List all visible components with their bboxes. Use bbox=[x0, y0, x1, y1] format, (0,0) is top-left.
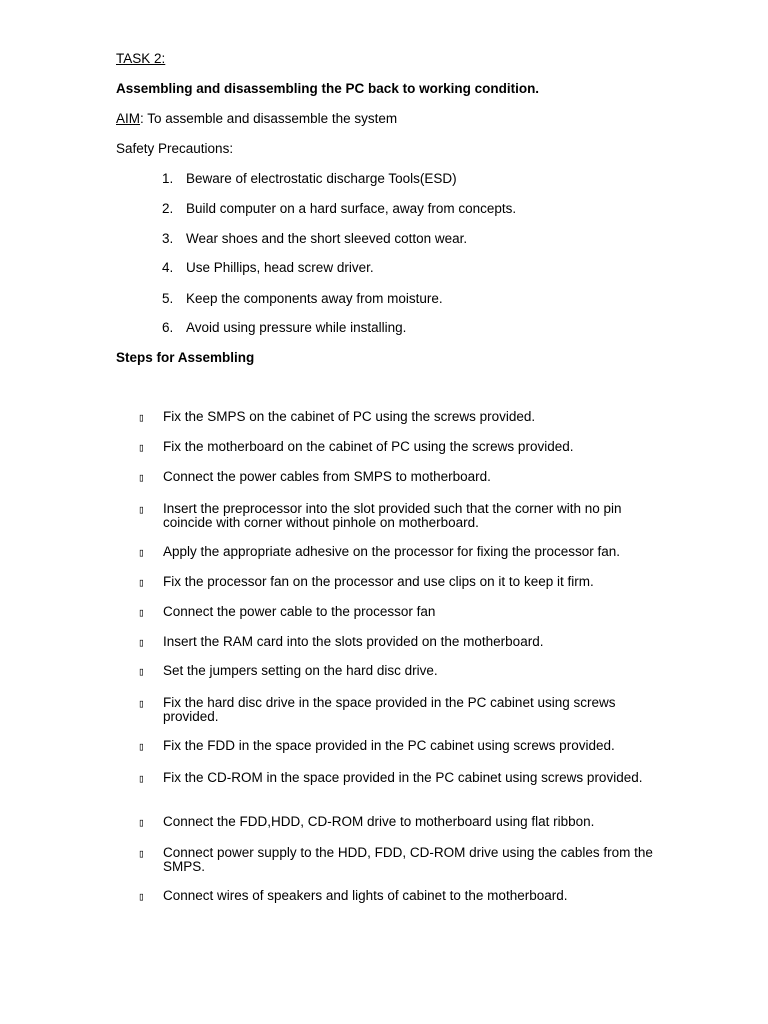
bullet-icon: ▯ bbox=[138, 847, 145, 860]
bullet-icon: ▯ bbox=[138, 503, 145, 516]
aim-label: AIM bbox=[116, 111, 141, 126]
bullet-icon: ▯ bbox=[138, 576, 145, 589]
precaution-text: Use Phillips, head screw driver. bbox=[186, 260, 374, 275]
step-item bbox=[138, 635, 668, 649]
step-text: Connect wires of speakers and lights of cabinet to the motherboard. bbox=[163, 888, 568, 903]
task-label: TASK 2: bbox=[116, 51, 166, 66]
bullet-icon: ▯ bbox=[138, 740, 145, 753]
step-text: Connect the power cable to the processor fan bbox=[163, 604, 436, 619]
step-item bbox=[138, 545, 668, 559]
precaution-item bbox=[162, 201, 516, 216]
safety-heading: Safety Precautions: bbox=[116, 141, 234, 156]
bullet-icon: ▯ bbox=[138, 636, 145, 649]
step-item bbox=[138, 696, 668, 724]
precaution-text: Avoid using pressure while installing. bbox=[186, 320, 407, 335]
step-text: Fix the SMPS on the cabinet of PC using the screws provided. bbox=[163, 409, 536, 424]
precaution-item bbox=[162, 231, 467, 246]
precaution-item bbox=[162, 260, 374, 275]
step-text: Connect the power cables from SMPS to motherboard. bbox=[163, 469, 491, 484]
step-item bbox=[138, 410, 668, 424]
precaution-text: Beware of electrostatic discharge Tools(ESD) bbox=[186, 171, 457, 186]
step-text: Fix the processor fan on the processor and use clips on it to keep it firm. bbox=[163, 574, 594, 589]
precaution-number: 5. bbox=[162, 291, 174, 306]
step-item bbox=[138, 605, 668, 619]
precaution-item bbox=[162, 291, 443, 306]
aim-line bbox=[116, 111, 397, 126]
step-item bbox=[138, 470, 668, 484]
step-item bbox=[138, 502, 668, 530]
document-title: Assembling and disassembling the PC back to working condition. bbox=[116, 81, 540, 96]
bullet-icon: ▯ bbox=[138, 772, 145, 785]
step-text: Fix the motherboard on the cabinet of PC using the screws provided. bbox=[163, 439, 574, 454]
bullet-icon: ▯ bbox=[138, 411, 145, 424]
precaution-item bbox=[162, 320, 406, 335]
step-text: Set the jumpers setting on the hard disc drive. bbox=[163, 663, 438, 678]
precaution-text: Build computer on a hard surface, away from concepts. bbox=[186, 201, 517, 216]
bullet-icon: ▯ bbox=[138, 606, 145, 619]
bullet-icon: ▯ bbox=[138, 890, 145, 903]
step-text: Apply the appropriate adhesive on the processor for fixing the processor fan. bbox=[163, 544, 621, 559]
step-text: Fix the hard disc drive in the space provided in the PC cabinet using screws provided. bbox=[163, 695, 616, 724]
step-item bbox=[138, 846, 668, 874]
precaution-number: 2. bbox=[162, 201, 174, 216]
steps-heading: Steps for Assembling bbox=[116, 350, 255, 365]
precaution-number: 1. bbox=[162, 171, 174, 186]
step-item bbox=[138, 440, 668, 454]
step-text: Fix the CD-ROM in the space provided in the PC cabinet using screws provided. bbox=[163, 770, 643, 785]
step-item bbox=[138, 575, 668, 589]
bullet-icon: ▯ bbox=[138, 816, 145, 829]
precaution-text: Keep the components away from moisture. bbox=[186, 291, 443, 306]
step-text: Connect the FDD,HDD, CD-ROM drive to motherboard using flat ribbon. bbox=[163, 814, 595, 829]
step-text: Connect power supply to the HDD, FDD, CD-ROM drive using the cables from the SMPS. bbox=[163, 845, 653, 874]
bullet-icon: ▯ bbox=[138, 441, 145, 454]
step-text: Fix the FDD in the space provided in the PC cabinet using screws provided. bbox=[163, 738, 615, 753]
step-item bbox=[138, 664, 668, 678]
precaution-number: 3. bbox=[162, 231, 174, 246]
precaution-number: 4. bbox=[162, 260, 174, 275]
step-text: Insert the RAM card into the slots provided on the motherboard. bbox=[163, 634, 544, 649]
precaution-number: 6. bbox=[162, 320, 174, 335]
step-item bbox=[138, 889, 668, 903]
bullet-icon: ▯ bbox=[138, 665, 145, 678]
precaution-item bbox=[162, 171, 457, 186]
step-text: Insert the preprocessor into the slot provided such that the corner with no pin coincide with corner without pinhole on motherboard. bbox=[163, 501, 622, 530]
bullet-icon: ▯ bbox=[138, 546, 145, 559]
step-item bbox=[138, 815, 668, 829]
bullet-icon: ▯ bbox=[138, 697, 145, 710]
bullet-icon: ▯ bbox=[138, 471, 145, 484]
step-item bbox=[138, 771, 668, 785]
precaution-text: Wear shoes and the short sleeved cotton wear. bbox=[186, 231, 468, 246]
step-item bbox=[138, 739, 668, 753]
aim-text: : To assemble and disassemble the system bbox=[140, 111, 398, 126]
